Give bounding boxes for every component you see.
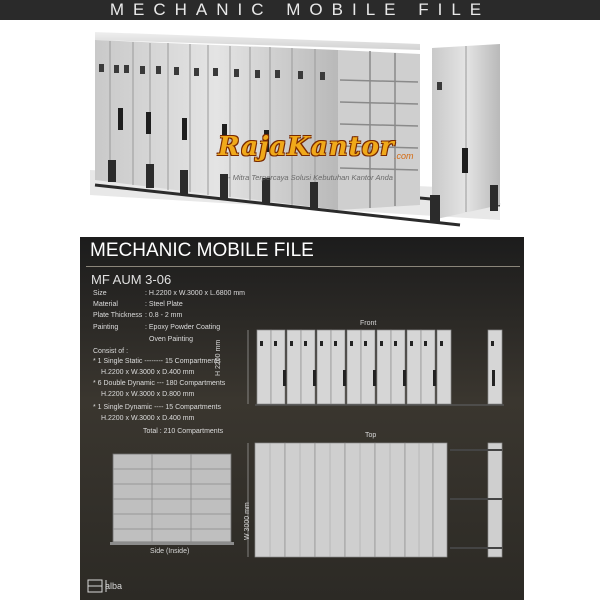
consist-heading: Consist of :	[93, 348, 129, 355]
consist-line-6: H.2200 x W.3000 x D.400 mm	[101, 415, 195, 422]
mobile-file-illustration	[0, 20, 600, 237]
side-view-label: Side (Inside)	[150, 548, 190, 555]
height-dimension-label: H 2200 mm	[215, 339, 222, 376]
spec-material-label: Material	[93, 301, 118, 308]
spec-painting-label: Painting	[93, 324, 119, 331]
product-photo	[0, 20, 600, 237]
watermark-tagline: - Mitra Terpercaya Solusi Kebutuhan Kantor Anda	[228, 173, 393, 182]
technical-drawings	[80, 237, 524, 600]
spec-material-value: : Steel Plate	[145, 301, 183, 308]
panel-title: MECHANIC MOBILE FILE	[90, 240, 314, 261]
model-name: MF AUM 3-06	[91, 272, 172, 287]
side-view-drawing	[110, 454, 234, 545]
total-compartments: Total : 210 Compartments	[143, 428, 224, 435]
watermark-brand: RajaKantor	[218, 132, 395, 162]
consist-line-3: * 6 Double Dynamic --- 180 Compartments	[93, 380, 226, 387]
top-view-label: Top	[365, 432, 377, 439]
spec-painting-value: : Epoxy Powder Coating	[145, 324, 221, 331]
consist-line-4: H.2200 x W.3000 x D.800 mm	[101, 391, 195, 398]
consist-line-5: * 1 Single Dynamic ---- 15 Compartments	[93, 404, 221, 411]
consist-line-1: * 1 Single Static -------- 15 Compartments	[93, 358, 221, 365]
spec-size-label: Size	[93, 290, 107, 297]
alba-logo-text: alba	[105, 581, 123, 591]
consist-line-2: H.2200 x W.3000 x D.400 mm	[101, 369, 195, 376]
spec-size-value: : H.2200 x W.3000 x L.6800 mm	[145, 290, 245, 297]
watermark-domain: .com	[394, 151, 414, 161]
spec-painting-value-2: Oven Painting	[149, 336, 193, 343]
page-title: MECHANIC MOBILE FILE	[109, 0, 491, 19]
width-dimension-label: W 3000 mm	[244, 502, 251, 540]
front-view-label: Front	[360, 320, 377, 327]
front-view-drawing	[257, 330, 502, 404]
spec-thickness-value: : 0.8 - 2 mm	[145, 312, 183, 319]
spec-thickness-label: Plate Thickness	[93, 312, 143, 319]
